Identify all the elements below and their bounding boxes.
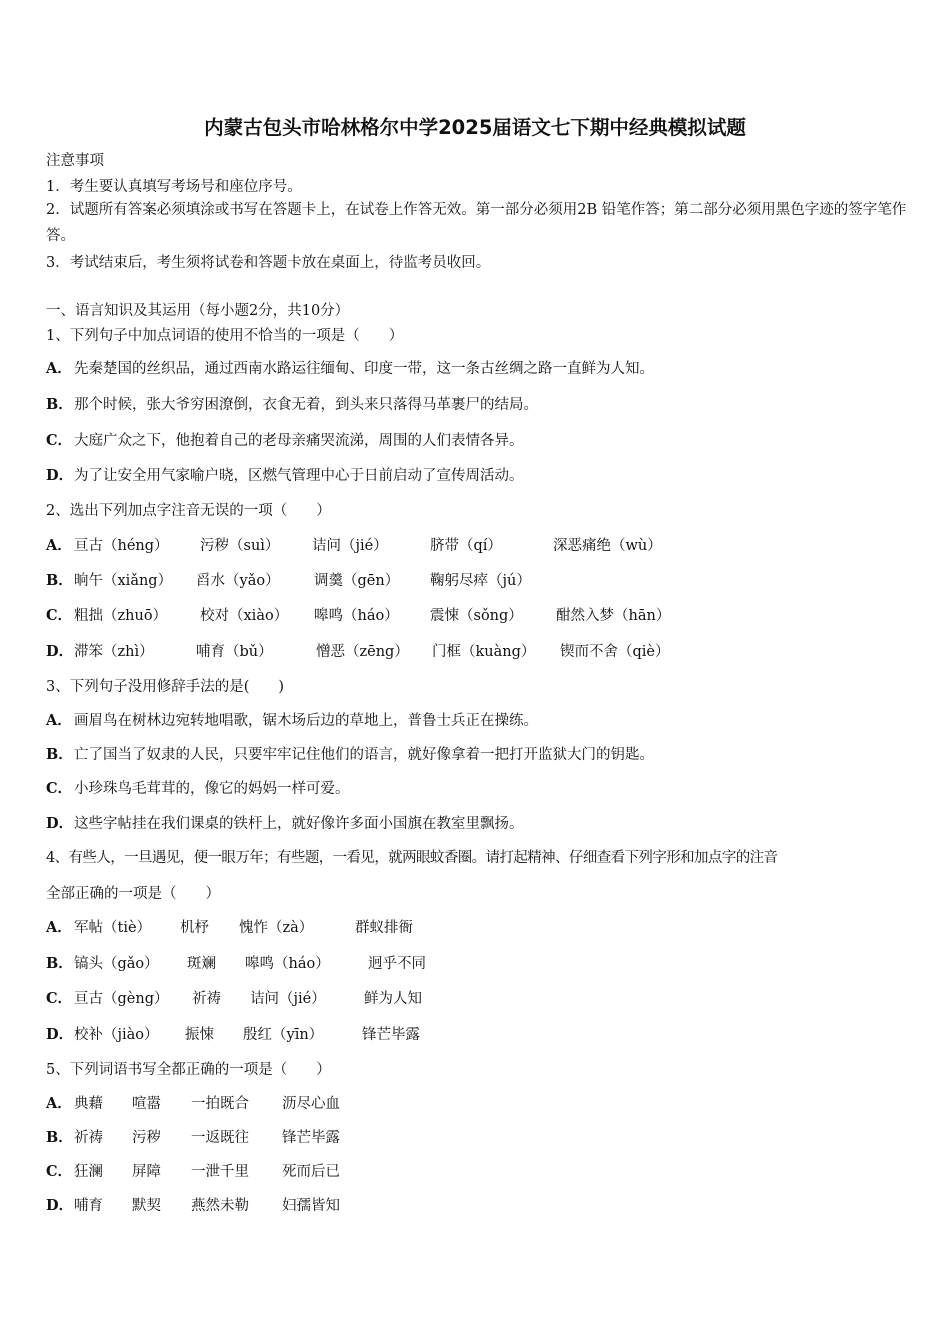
option-item: 憎恶（zēng） xyxy=(316,644,409,660)
option-item: 哺育（bǔ） xyxy=(196,644,273,660)
option-item: 祈祷 xyxy=(192,991,221,1007)
q4-stem-line1: 4、有些人，一旦遇见，便一眼万年；有些题，一看见，就两眼蚊香圈。请打起精神、仔细查看下列字形和加点字的注音 xyxy=(46,850,778,866)
option-label: A． xyxy=(46,1095,72,1112)
notice-item-2: 2．试题所有答案必须填涂或书写在答题卡上，在试卷上作答无效。第一部分必须用2B 铅笔作答；第二部分必须用黑色字迹的签字笔作答。 xyxy=(46,202,907,244)
option-item: 沥尽心血 xyxy=(282,1096,340,1112)
option-item: 锋芒毕露 xyxy=(282,1130,340,1146)
option-label: A． xyxy=(46,919,72,936)
option-item: 愧怍（zà） xyxy=(239,920,314,936)
option-label: A． xyxy=(46,360,72,377)
option-item: 亘古（héng） xyxy=(74,538,169,554)
option-item: 鲜为人知 xyxy=(364,991,422,1007)
q5-option-a xyxy=(46,1095,340,1113)
notice-item-3: 3．考试结束后，考生须将试卷和答题卡放在桌面上，待监考员收回。 xyxy=(46,255,491,271)
option-item: 校补（jiào） xyxy=(74,1027,159,1043)
option-text: 那个时候，张大爷穷困潦倒，衣食无着，到头来只落得马革裹尸的结局。 xyxy=(74,397,538,413)
option-item: 滞笨（zhì） xyxy=(74,644,154,660)
option-item: 校对（xiào） xyxy=(200,608,289,624)
option-text: 画眉鸟在树林边宛转地唱歌，锯木场后边的草地上，普鲁士兵正在操练。 xyxy=(74,713,538,729)
option-item: 震悚（sǒng） xyxy=(430,608,523,624)
option-label: B． xyxy=(46,396,73,413)
q2-option-b xyxy=(46,572,531,590)
option-item: 嗥鸣（háo） xyxy=(314,608,399,624)
q2-stem: 2、选出下列加点字注音无误的一项（ ） xyxy=(46,503,331,519)
option-item: 祈祷 xyxy=(74,1130,103,1146)
option-item: 诘问（jié） xyxy=(312,538,388,554)
option-item: 粗拙（zhuō） xyxy=(74,608,168,624)
option-item: 舀水（yǎo） xyxy=(196,573,280,589)
option-text: 为了让安全用气家喻户晓，区燃气管理中心于日前启动了宣传周活动。 xyxy=(74,468,524,484)
option-item: 诘问（jié） xyxy=(250,991,326,1007)
q5-option-b xyxy=(46,1129,340,1147)
option-label: A． xyxy=(46,537,72,554)
option-item: 典藉 xyxy=(74,1096,103,1112)
option-label: D． xyxy=(46,643,74,660)
option-label: D． xyxy=(46,1197,74,1214)
option-item: 燕然未勒 xyxy=(191,1198,249,1214)
q5-option-d xyxy=(46,1197,340,1215)
option-label: D． xyxy=(46,815,74,832)
option-item: 嗥鸣（háo） xyxy=(245,956,330,972)
q4-stem-line2: 全部正确的一项是（ ） xyxy=(46,886,220,902)
option-item: 调羹（gēn） xyxy=(314,573,400,589)
option-item: 振悚 xyxy=(185,1027,214,1043)
q3-option-c xyxy=(46,780,350,798)
option-item: 狂澜 xyxy=(74,1164,103,1180)
option-item: 亘古（gèng） xyxy=(74,991,169,1007)
option-label: B． xyxy=(46,1129,73,1146)
option-item: 锲而不舍（qiè） xyxy=(560,644,670,660)
option-label: C． xyxy=(46,1163,73,1180)
option-item: 迥乎不同 xyxy=(368,956,426,972)
option-item: 脐带（qí） xyxy=(430,538,502,554)
option-item: 屏障 xyxy=(132,1164,161,1180)
option-item: 酣然入梦（hān） xyxy=(556,608,671,624)
option-label: D． xyxy=(46,1026,74,1043)
q1-option-c xyxy=(46,432,524,450)
option-label: C． xyxy=(46,780,73,797)
option-label: C． xyxy=(46,432,73,449)
option-item: 默契 xyxy=(132,1198,161,1214)
q4-option-c xyxy=(46,990,422,1008)
q2-option-a xyxy=(46,537,662,555)
option-item: 污秽 xyxy=(132,1130,161,1146)
option-label: C． xyxy=(46,990,73,1007)
option-item: 一返既往 xyxy=(191,1130,249,1146)
option-text: 这些字帖挂在我们课桌的铁杆上，就好像许多面小国旗在教室里飘扬。 xyxy=(74,816,524,832)
option-label: D． xyxy=(46,467,74,484)
option-label: A． xyxy=(46,712,72,729)
option-item: 斑斓 xyxy=(187,956,216,972)
option-item: 机杼 xyxy=(180,920,209,936)
q4-option-b xyxy=(46,955,426,973)
q1-option-d xyxy=(46,467,524,485)
option-item: 污秽（suì） xyxy=(200,538,280,554)
option-item: 妇孺皆知 xyxy=(282,1198,340,1214)
section-heading: 一、语言知识及其运用（每小题2分，共10分） xyxy=(46,303,350,319)
option-item: 殷红（yīn） xyxy=(243,1027,324,1043)
option-item: 一拍既合 xyxy=(191,1096,249,1112)
option-item: 晌午（xiǎng） xyxy=(74,573,173,589)
option-item: 死而后已 xyxy=(282,1164,340,1180)
option-item: 镐头（gǎo） xyxy=(74,956,159,972)
q2-option-c xyxy=(46,607,670,625)
option-item: 鞠躬尽瘁（jú） xyxy=(430,573,531,589)
option-item: 哺育 xyxy=(74,1198,103,1214)
notice-heading: 注意事项 xyxy=(46,153,104,169)
page-title: 内蒙古包头市哈林格尔中学2025届语文七下期中经典模拟试题 xyxy=(204,116,746,139)
q4-option-a xyxy=(46,919,413,937)
q5-stem: 5、下列词语书写全都正确的一项是（ ） xyxy=(46,1062,331,1078)
option-item: 门框（kuàng） xyxy=(432,644,536,660)
q2-option-d xyxy=(46,643,670,661)
q1-stem: 1、下列句子中加点词语的使用不恰当的一项是（ ） xyxy=(46,328,404,344)
q3-option-b xyxy=(46,746,654,764)
option-text: 先秦楚国的丝织品，通过西南水路运往缅甸、印度一带，这一条古丝绸之路一直鲜为人知。 xyxy=(74,361,654,377)
option-item: 一泄千里 xyxy=(191,1164,249,1180)
option-label: B． xyxy=(46,572,73,589)
option-text: 亡了国当了奴隶的人民，只要牢牢记住他们的语言，就好像拿着一把打开监狱大门的钥匙。 xyxy=(74,747,654,763)
option-item: 军帖（tiè） xyxy=(74,920,152,936)
q4-option-d xyxy=(46,1026,420,1044)
option-item: 深恶痛绝（wù） xyxy=(553,538,662,554)
option-item: 群蚁排衙 xyxy=(355,920,413,936)
option-item: 喧嚣 xyxy=(132,1096,161,1112)
option-text: 大庭广众之下，他抱着自己的老母亲痛哭流涕，周围的人们表情各异。 xyxy=(74,433,524,449)
q3-option-d xyxy=(46,815,524,833)
option-item: 锋芒毕露 xyxy=(362,1027,420,1043)
notice-item-1: 1．考生要认真填写考场号和座位序号。 xyxy=(46,179,302,195)
option-label: B． xyxy=(46,746,73,763)
q5-option-c xyxy=(46,1163,340,1181)
option-label: B． xyxy=(46,955,73,972)
q1-option-a xyxy=(46,360,654,378)
option-label: C． xyxy=(46,607,73,624)
q1-option-b xyxy=(46,396,538,414)
q3-stem: 3、下列句子没用修辞手法的是( ) xyxy=(46,679,285,695)
option-text: 小珍珠鸟毛茸茸的，像它的妈妈一样可爱。 xyxy=(74,781,350,797)
q3-option-a xyxy=(46,712,538,730)
